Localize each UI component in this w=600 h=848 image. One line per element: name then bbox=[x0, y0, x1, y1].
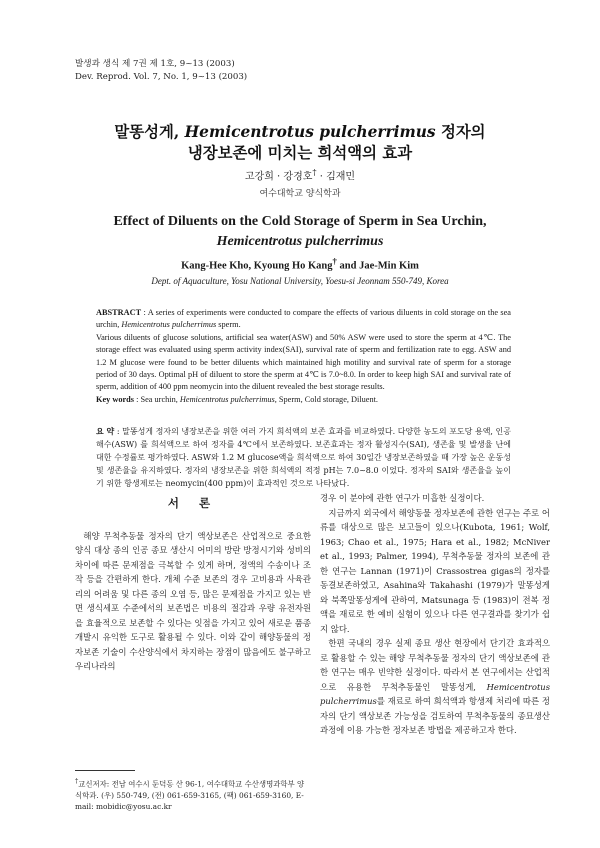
english-title-line1: Effect of Diluents on the Cold Storage of Sperm in Sea Urchin, bbox=[113, 214, 487, 229]
intro-paragraph-3b: 를 재료로 하여 희석액과 항생제 처리에 따른 정자의 단기 액상보존 가능성을 검토하여 무척추동물의 종묘생산 과정에 이용 가능한 정자보존 방법을 제공하고자 한다. bbox=[320, 696, 550, 735]
korean-summary-label: 요 약 bbox=[96, 426, 115, 436]
journal-citation-ko: 발생과 생식 제 7권 제 1호, 9~13 (2003) bbox=[75, 59, 235, 69]
korean-authors-dagger: † bbox=[312, 167, 317, 177]
intro-species: Hemicentrotus pulcherrimus bbox=[320, 681, 550, 706]
intro-paragraph-3a: 한편 국내의 경우 실제 종묘 생산 현장에서 단기간 효과적으로 활용할 수 있는 해양 무척추동물 정자의 단기 액상보존에 관한 연구는 매우 빈약한 실정이다. 따라서 본 연구에서는 산업적으로 유용한 무척추동물인 말똥성게, bbox=[320, 638, 550, 692]
korean-authors bbox=[0, 167, 600, 182]
korean-title bbox=[0, 122, 600, 164]
intro-paragraph-2: 지금까지 외국에서 해양동물 정자보존에 관한 연구는 주로 어류를 대상으로 많은 보고들이 있으나(Kubota, 1961; Wolf, 1963; Chao et al., 1975; Hara et al., 1982; McNiver et al., 1993; Palmer, 1994), 무척추동물 정자의 보존에 관한 연구는 Lannan (1971)이 Crassostrea gigas의 정자를 동결보존하였고, Asahina와 Takahashi (1979)가 말똥성게와 북쪽말똥성게에 관하여, Matsunaga 등 (1983)이 전복 정액을 재료로 한 예비 실험이 있으나 다른 연구결과를 찾기가 쉽지 않다. bbox=[320, 507, 550, 634]
body-column-left bbox=[75, 496, 311, 674]
english-authors-text: Kang-Hee Kho, Kyoung Ho Kang bbox=[181, 260, 333, 272]
korean-summary-paragraph bbox=[96, 425, 511, 490]
abstract-text-1b: sperm. bbox=[216, 320, 241, 330]
korean-title-line2: 냉장보존에 미치는 희석액의 효과 bbox=[187, 144, 413, 162]
abstract bbox=[96, 307, 511, 406]
body-column-right bbox=[320, 491, 550, 738]
korean-title-line1 bbox=[0, 122, 600, 143]
corresponding-author-footnote bbox=[75, 776, 311, 813]
journal-citation-en: Dev. Reprod. Vol. 7, No. 1, 9~13 (2003) bbox=[75, 72, 248, 82]
abstract-separator: : bbox=[141, 308, 148, 317]
english-affiliation: Dept. of Aquaculture, Yosu National University, Yoesu-si Jeonnam 550-749, Korea bbox=[151, 276, 449, 286]
footnote-text: 교신저자: 전남 여수시 둔덕동 산 96-1, 여수대학교 수산생명과학부 양식학과. (우) 550-749, (전) 061-659-3165, (팩) 061-659-3160, E-mail: mobidic@yosu.ac.kr bbox=[75, 779, 305, 812]
english-authors-rest: and Jae-Min Kim bbox=[336, 260, 419, 272]
abstract-paragraph-1 bbox=[96, 307, 511, 332]
korean-summary bbox=[96, 425, 511, 490]
footnote-dagger: † bbox=[75, 777, 79, 785]
english-authors-dagger: † bbox=[332, 256, 337, 266]
english-title bbox=[0, 212, 600, 252]
abstract-text-1a: A series of experiments were conducted to compare the effects of various diluents in cold storage on the sea urchin, bbox=[96, 308, 511, 330]
footnote-divider bbox=[75, 770, 135, 771]
intro-paragraph-1-continued: 경우 이 분야에 관한 연구가 미흡한 실정이다. bbox=[320, 493, 485, 503]
korean-title-suffix: 정자의 bbox=[435, 123, 486, 141]
section-heading-introduction: 서 론 bbox=[167, 496, 219, 510]
abstract-label: ABSTRACT bbox=[96, 308, 142, 317]
intro-paragraph-3 bbox=[320, 636, 550, 738]
keywords-species: Hemicentrotus pulcherrimus bbox=[179, 394, 275, 404]
abstract-paragraph-2: Various diluents of glucose solutions, artificial sea water(ASW) and 50% ASW were used to store the sperm at 4℃. The storage effect was evaluated using sperm activity index(SAI), survival rate of sperm and fertilization rate to egg. ASW and 1.2 M glucose were found to be better diluents which maintained high motility and survival rate of sperm for a storage period of 30 days. Optimal pH of diluent to store the sperm at 4℃ is 7.0~8.0. In order to keep high SAI and survival rate of sperm, addition of 400 ppm neomycin into the diluent revealed the best storage results. bbox=[96, 332, 511, 392]
korean-title-prefix: 말똥성게, bbox=[114, 123, 185, 141]
intro-paragraph-1: 해양 무척추동물 정자의 단기 액상보존은 산업적으로 중요한 양식 대상 종의 인공 종묘 생산시 어미의 방란 방정시기와 성비의 차이에 따른 문제점을 극복할 수 있게 하며, 정액의 수송이나 조작 등을 간편하게 한다. 개체 수준 보존의 경우 고비용과 사육관리의 어려움 및 다른 종의 오염 등, 많은 문제점을 가지고 있는 반면 생식세포 수준에서의 보존법은 비용의 절감과 우량 유전자원을 효율적으로 보존할 수 있다는 잇점을 가지고 있어 새로운 품종개발시 유익한 도구로 활용될 수 있다. 이와 같이 해양동물의 정자보존 기술이 수산양식에서 차지하는 장점이 많음에도 불구하고 우리나라의 bbox=[75, 530, 311, 671]
korean-authors-rest: · 김재민 bbox=[316, 171, 356, 183]
korean-authors-text: 고강희 · 강경호 bbox=[244, 171, 313, 183]
english-title-line2: Hemicentrotus pulcherrimus bbox=[216, 234, 384, 249]
korean-summary-text: : 말똥성게 정자의 냉장보존을 위한 여러 가지 희석액의 보존 효과를 비교하였다. 다양한 농도의 포도당 용액, 인공해수(ASW) 를 희석액으로 하여 정자를 4℃에서 보존하였다. 보존효과는 정자 활성지수(SAI), 생존율 및 발생율 난에 대한 수정률로 평가하였다. ASW와 1.2 M glucose액을 희석액으로 하여 30일간 냉장보존하였을 때 가장 높은 운동성 및 생존율을 유지하였다. 정자의 냉장보존을 위한 희석액의 적정 pH는 7.0~8.0 이었다. 정자의 SAI와 생존율을 높이기 위한 항생제로는 neomycin(400 ppm)이 효과적인 것으로 나타났다. bbox=[96, 427, 511, 488]
journal-citation bbox=[75, 58, 247, 84]
keywords-text-a: : Sea urchin, bbox=[134, 394, 180, 404]
keywords-text-b: , Sperm, Cold storage, Diluent. bbox=[274, 394, 379, 404]
english-authors bbox=[0, 256, 600, 272]
keywords-label: Key words bbox=[96, 394, 135, 404]
korean-affiliation: 여수대학교 양식학과 bbox=[259, 189, 341, 199]
keywords bbox=[96, 394, 511, 406]
korean-title-species: Hemicentrotus pulcherrimus bbox=[184, 123, 436, 141]
abstract-species: Hemicentrotus pulcherrimus bbox=[121, 320, 217, 330]
